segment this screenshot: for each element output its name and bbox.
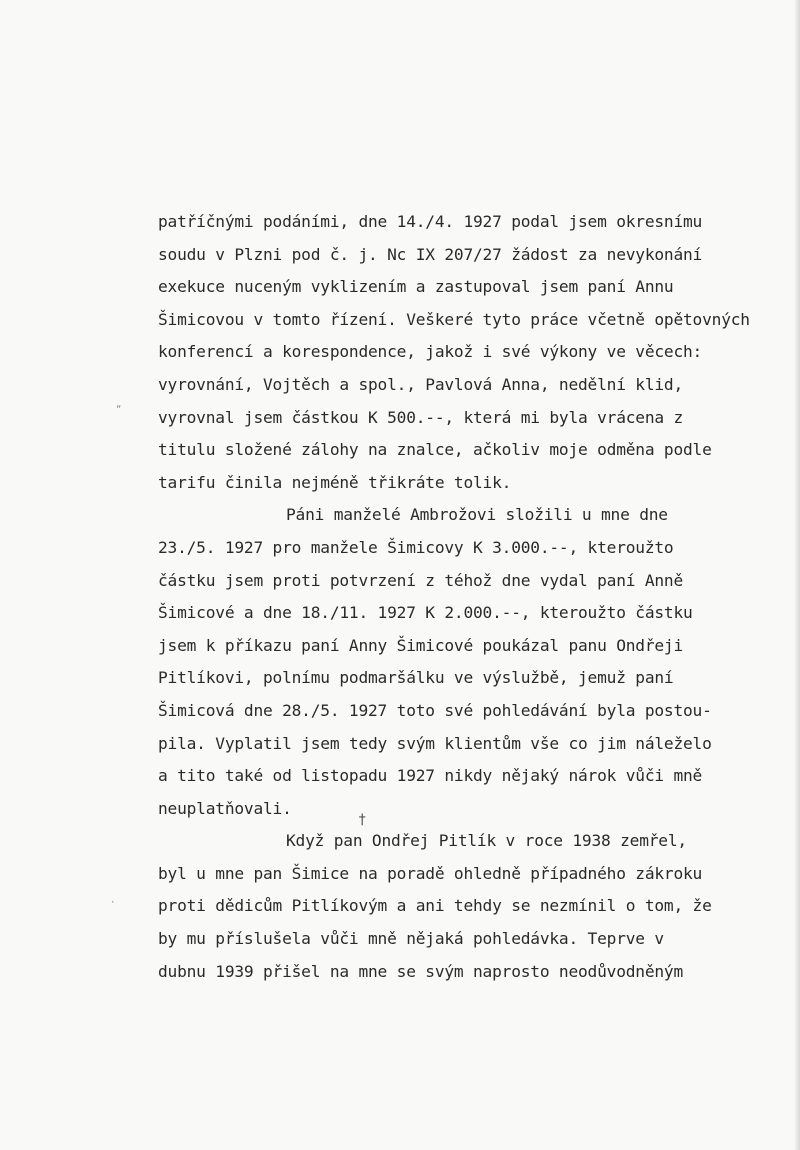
text-line: částku jsem proti potvrzení z téhož dne vydal paní Anně	[158, 570, 684, 590]
text-line: pila. Vyplatil jsem tedy svým klientům vše co jim náleželo	[158, 733, 712, 753]
paragraph-start-line: Když pan Ondřej Pitlík v roce 1938 zemřel,	[286, 831, 687, 851]
text-line: exekuce nuceným vyklizením a zastupoval jsem paní Annu	[158, 277, 674, 297]
paragraph-start-line: Páni manželé Ambrožovi složili u mne dne	[286, 505, 668, 525]
text-line: jsem k příkazu paní Anny Šimicové poukázal panu Ondřeji	[158, 635, 684, 655]
text-line: proti dědicům Pitlíkovým a ani tehdy se nezmínil o tom, že	[158, 896, 712, 916]
text-line: Šimicová dne 28./5. 1927 toto své pohledávání byla postou-	[158, 700, 712, 720]
text-line: vyrovnání, Vojtěch a spol., Pavlová Anna, nedělní klid,	[158, 374, 684, 394]
text-line: patříčnými podáními, dne 14./4. 1927 podal jsem okresnímu	[158, 212, 703, 231]
text-line: tarifu činila nejméně třikráte tolik.	[158, 472, 512, 492]
text-line: a tito také od listopadu 1927 nikdy nějaký nárok vůči mně	[158, 766, 703, 786]
typewritten-body	[158, 206, 798, 988]
text-line: Šimicové a dne 18./11. 1927 K 2.000.--, kteroužto částku	[158, 603, 693, 623]
text-line: by mu příslušela vůči mně nějaká pohledávka. Teprve v	[158, 929, 664, 949]
stray-ink-mark: “	[116, 405, 122, 415]
stray-ink-mark: †	[358, 812, 367, 828]
text-line: 23./5. 1927 pro manžele Šimicovy K 3.000.--, kteroužto	[158, 537, 674, 557]
text-line: soudu v Plzni pod č. j. Nc IX 207/27 žádost za nevykonání	[158, 244, 703, 264]
stray-ink-mark: ·	[110, 898, 116, 908]
text-line: Šimicovou v tomto řízení. Veškeré tyto práce včetně opětovných	[158, 309, 750, 329]
text-line: dubnu 1939 přišel na mne se svým naprosto neodůvodněným	[158, 961, 684, 981]
text-line: konferencí a korespondence, jakož i své výkony ve věcech:	[158, 342, 703, 362]
text-line: Pitlíkovi, polnímu podmaršálku ve výslužbě, jemuž paní	[158, 668, 674, 688]
text-line: byl u mne pan Šimice na poradě ohledně případného zákroku	[158, 863, 703, 883]
text-line: neuplatňovali.	[158, 798, 292, 818]
text-line: vyrovnal jsem částkou K 500.--, která mi byla vrácena z	[158, 407, 684, 427]
text-line: titulu složené zálohy na znalce, ačkoliv moje odměna podle	[158, 440, 712, 460]
